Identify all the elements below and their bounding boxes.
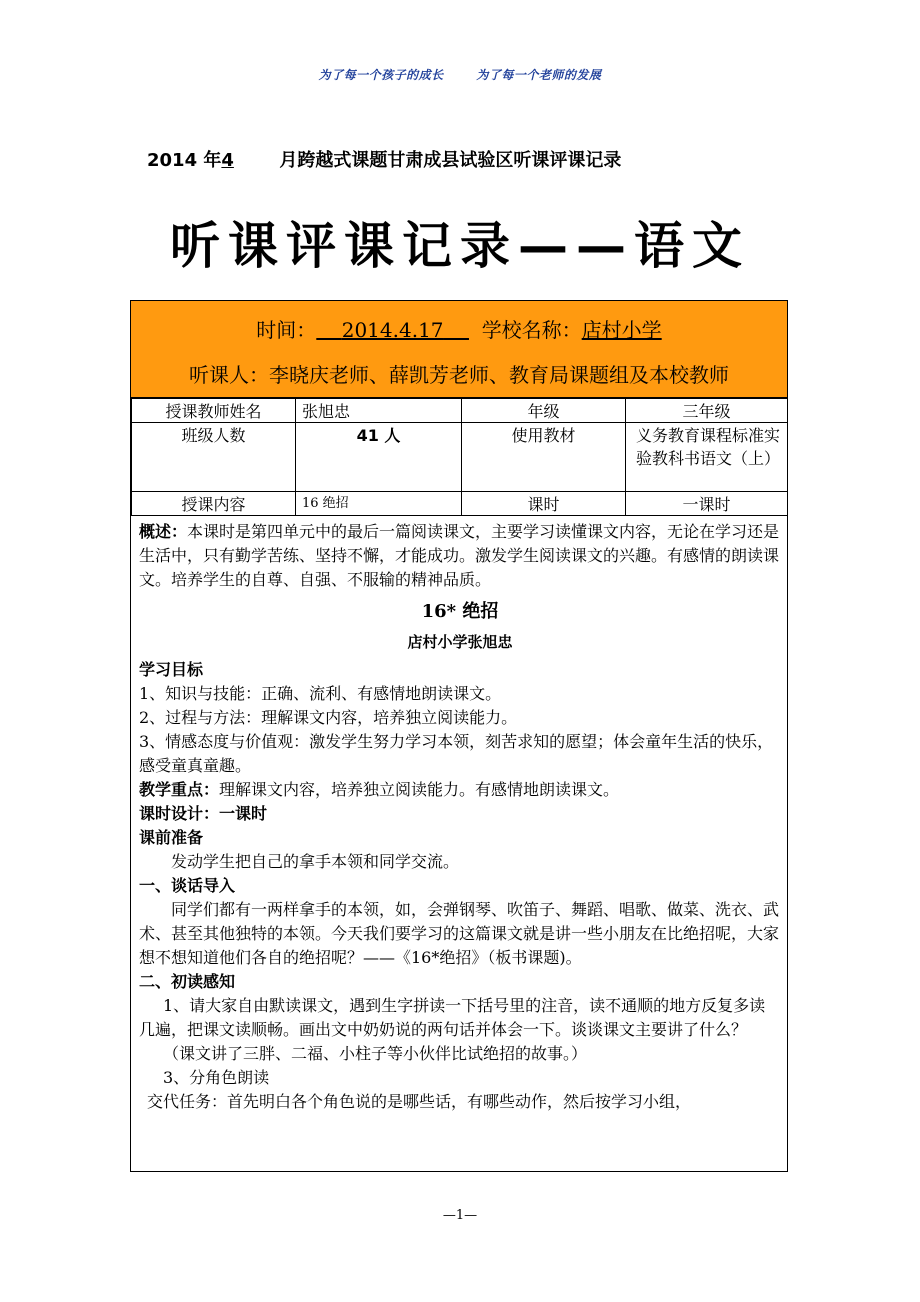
record-title — [147, 146, 621, 172]
record-title-month: 4 — [221, 150, 234, 171]
content-value: 16 绝招 — [296, 492, 462, 516]
textbook-value: 义务教育课程标准实验教科书语文（上） — [626, 423, 788, 492]
lesson-design — [139, 802, 781, 826]
school-value: 店村小学 — [581, 318, 662, 342]
section-2-answer: （课文讲了三胖、二福、小柱子等小伙伴比试绝招的故事。） — [163, 1044, 588, 1063]
class-size-value: 41 人 — [296, 423, 462, 492]
big-title: 听课评课记录——语文 — [170, 217, 750, 275]
header-slogan — [0, 66, 920, 83]
record-title-prefix: 2014 年 — [147, 150, 222, 171]
goal-2: 2、过程与方法：理解课文内容，培养独立阅读能力。 — [139, 708, 518, 727]
section-1-text: 同学们都有一两样拿手的本领，如，会弹钢琴、吹笛子、舞蹈、唱歌、做菜、洗衣、武术、甚至其他独特的本领。今天我们要学习的这篇课文就是讲一些小朋友在比绝招呢，大家想不想知道他们各自的绝招呢？——《16*绝招》（板书课题)。 — [139, 900, 780, 967]
table-row — [132, 423, 788, 492]
prep-heading: 课前准备 — [139, 828, 204, 847]
goal-3: 3、情感态度与价值观：激发学生努力学习本领，刻苦求知的愿望；体会童年生活的快乐，感受童真童趣。 — [139, 732, 774, 775]
section-2-item-3: 3、分角色朗读 — [163, 1068, 270, 1087]
orange-header — [131, 301, 787, 398]
listeners-line: 听课人：李晓庆老师、薛凯芳老师、教育局课题组及本校教师 — [189, 363, 729, 387]
prep-text: 发动学生把自己的拿手本领和同学交流。 — [171, 852, 460, 871]
grade-label: 年级 — [462, 399, 626, 423]
class-size-label: 班级人数 — [132, 423, 296, 492]
focus-text: 理解课文内容，培养独立阅读能力。有感情地朗读课文。 — [219, 780, 620, 799]
time-school-line — [131, 314, 787, 343]
content-label: 授课内容 — [132, 492, 296, 516]
overview-text: 本课时是第四单元中的最后一篇阅读课文，主要学习读懂课文内容，无论在学习还是生活中，只有勤学苦练、坚持不懈，才能成功。激发学生阅读课文的兴趣。有感情的朗读课文。培养学生的自尊、自强、不服输的精神品质。 — [139, 522, 780, 589]
lesson-title: 16* 绝招 — [421, 601, 499, 622]
lesson-content — [139, 520, 781, 1114]
table-row — [132, 492, 788, 516]
slogan-left: 为了每一个孩子的成长 — [318, 68, 444, 82]
section-2-item-1: 1、请大家自由默读课文，遇到生字拼读一下括号里的注音，读不通顺的地方反复多读几遍，把课文读顺畅。画出文中奶奶说的两句话并体会一下。谈谈课文主要讲了什么？ — [139, 996, 766, 1039]
record-frame — [130, 300, 788, 1172]
teacher-label: 授课教师姓名 — [132, 399, 296, 423]
author: 店村小学张旭忠 — [407, 633, 513, 651]
section-1-heading: 一、谈话导入 — [139, 876, 236, 895]
time-label: 时间： — [256, 318, 317, 342]
goal-1: 1、知识与技能：正确、流利、有感情地朗读课文。 — [139, 684, 502, 703]
goals-heading: 学习目标 — [139, 660, 204, 679]
time-value: 2014.4.17 — [341, 318, 444, 342]
section-2-task: 交代任务：首先明白各个角色说的是哪些话，有哪些动作，然后按学习小组， — [147, 1092, 692, 1111]
overview — [139, 520, 781, 592]
teacher-value: 张旭忠 — [296, 399, 462, 423]
focus-label: 教学重点： — [139, 780, 220, 799]
period-label: 课时 — [462, 492, 626, 516]
slogan-right: 为了每一个老师的发展 — [476, 68, 602, 82]
page-number: —1— — [442, 1208, 478, 1223]
textbook-label: 使用教材 — [462, 423, 626, 492]
table-row — [132, 399, 788, 423]
design-label: 课时设计： — [139, 804, 220, 823]
teaching-focus — [139, 778, 781, 802]
overview-label: 概述： — [139, 522, 188, 541]
design-text: 一课时 — [219, 804, 268, 823]
section-2-heading: 二、初读感知 — [139, 972, 236, 991]
info-table — [131, 398, 788, 516]
school-label: 学校名称： — [481, 318, 582, 342]
period-value: 一课时 — [626, 492, 788, 516]
record-title-suffix: 月跨越式课题甘肃成县试验区听课评课记录 — [279, 150, 622, 171]
grade-value: 三年级 — [626, 399, 788, 423]
